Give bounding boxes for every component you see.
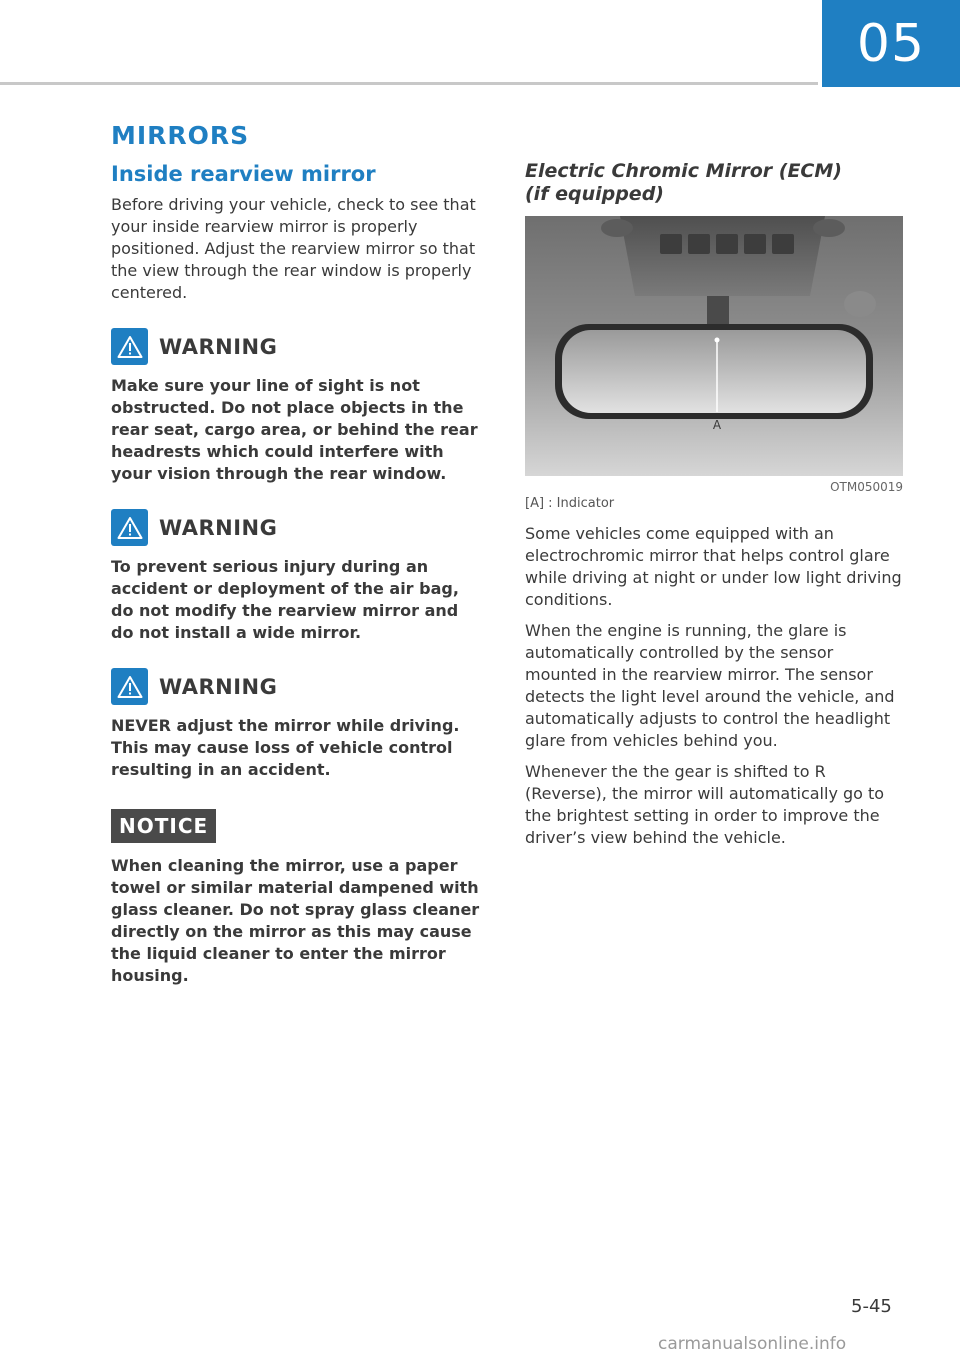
warning-label: WARNING [159, 334, 278, 359]
warning-label: WARNING [159, 515, 278, 540]
indicator-marker: A [712, 418, 722, 432]
warning-heading-1 [111, 328, 483, 365]
chapter-number: 05 [856, 13, 926, 74]
intro-paragraph: Before driving your vehicle, check to see that your inside rearview mirror is properly positioned. Adjust the rearview mirror so that the view through the rear window is properly centered. [111, 195, 476, 302]
subhead-inside-mirror: Inside rearview mirror [111, 162, 376, 186]
image-code: OTM050019 [830, 480, 903, 494]
warning-heading-3 [111, 668, 483, 705]
warning-text-1: Make sure your line of sight is not obstructed. Do not place objects in the rear seat, cargo area, or behind the rear headrests which could interfere with your vision through the rear window. [111, 376, 478, 483]
warning-triangle-icon [111, 509, 148, 546]
image-caption: [A] : Indicator [525, 496, 615, 511]
left-column [111, 160, 483, 987]
right-column [525, 160, 903, 858]
warning-triangle-icon [111, 668, 148, 705]
ecm-title [525, 160, 903, 206]
header-rule [0, 82, 818, 85]
watermark-text: carmanualsonline.info [658, 1334, 847, 1354]
ecm-paragraph-2: When the engine is running, the glare is automatically controlled by the sensor mounted in the rearview mirror. The sensor detects the light level around the vehicle, and automatically adjusts to control the headlight glare from vehicles behind you. [525, 621, 895, 750]
page-number: 5-45 [851, 1296, 892, 1317]
rearview-mirror-photo [525, 216, 903, 476]
warning-text-2: To prevent serious injury during an accident or deployment of the air bag, do not modify the rearview mirror and do not install a wide mirror. [111, 557, 459, 642]
ecm-title-line-2: (if equipped) [525, 183, 664, 205]
section-title: MIRRORS [111, 121, 250, 150]
ecm-paragraph-1: Some vehicles come equipped with an electrochromic mirror that helps control glare while driving at night or under low light driving conditions. [525, 524, 902, 609]
warning-text-3: NEVER adjust the mirror while driving. This may cause loss of vehicle control resulting in an accident. [111, 716, 460, 779]
warning-triangle-icon [111, 328, 148, 365]
notice-badge: NOTICE [111, 809, 216, 843]
chapter-tab [822, 0, 960, 87]
ecm-paragraph-3: Whenever the the gear is shifted to R (Reverse), the mirror will automatically go to the brightest setting in order to improve the driver’s view behind the vehicle. [525, 762, 885, 847]
warning-label: WARNING [159, 674, 278, 699]
warning-heading-2 [111, 509, 483, 546]
notice-text: When cleaning the mirror, use a paper towel or similar material dampened with glass cleaner. Do not spray glass cleaner directly on the mirror as this may cause the liquid cleaner to enter the mirror housing. [111, 856, 480, 985]
ecm-title-line-1: Electric Chromic Mirror (ECM) [525, 160, 842, 182]
